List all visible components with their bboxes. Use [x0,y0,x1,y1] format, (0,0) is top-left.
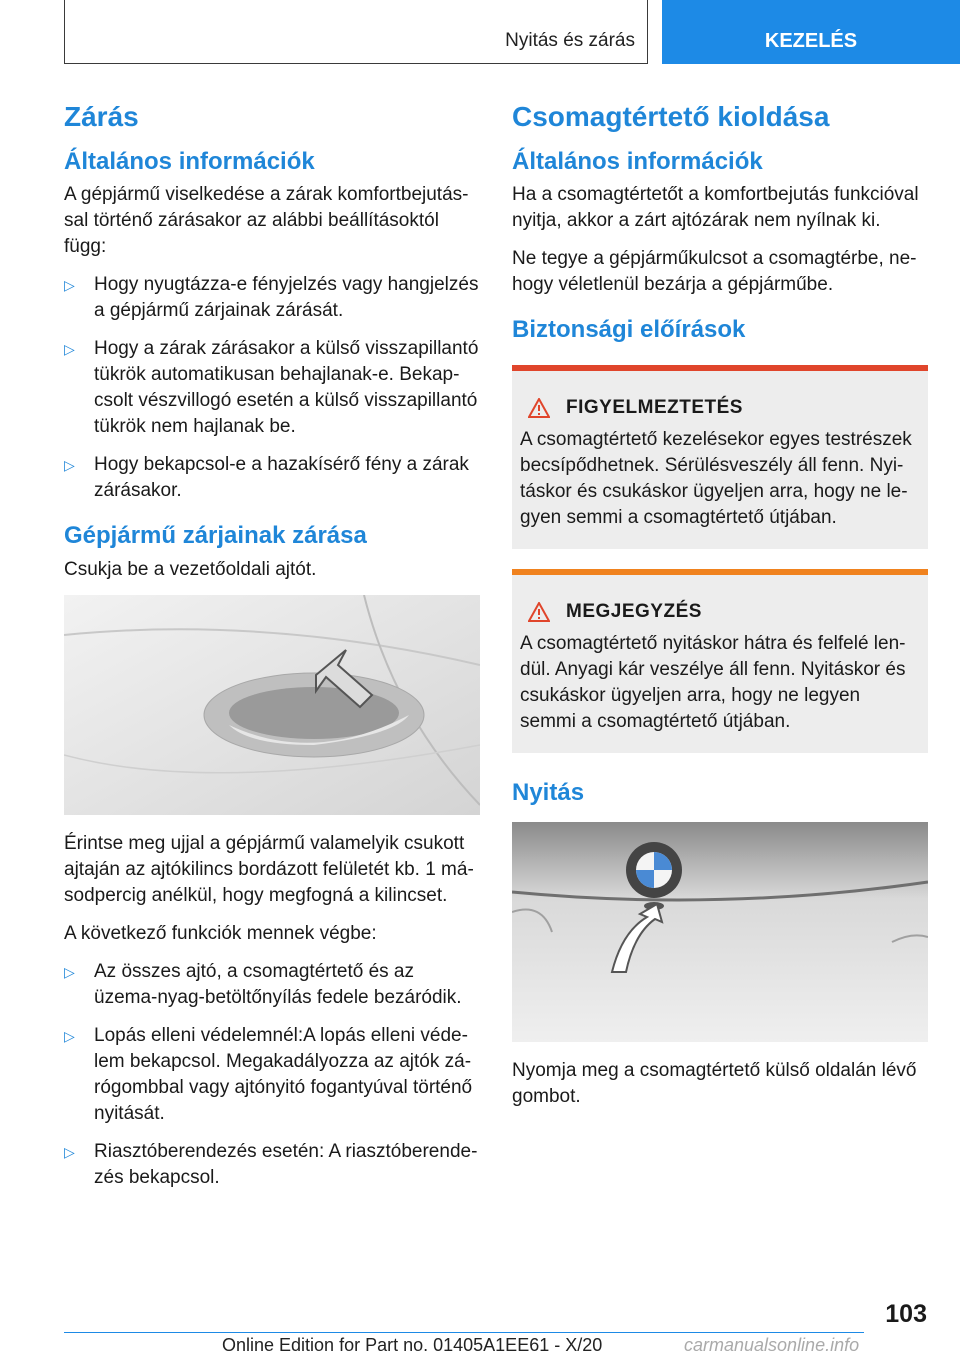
right-column [512,100,928,1122]
triangle-bullet-icon: ▷ [64,457,75,474]
footer-divider [64,1332,864,1333]
list-item: ▷ Hogy nyugtázza-e fényjelzés vagy hangjelzés a gépjármű zárjainak zárását. [64,274,479,322]
heading-safety: Biztonsági előírások [512,316,746,344]
notice-text: A csomagtértető nyitáskor hátra és felfelé len-dül. Anyagi kár veszélye áll fenn. Nyitáskor és csukáskor ügyeljen arra, hogy ne legyen semmi a csomagtértető útjában. [520,633,906,733]
triangle-bullet-icon: ▷ [64,341,75,358]
warning-triangle-icon [528,398,550,418]
caution-triangle-icon [528,602,550,622]
heading-general-info: Általános információk [512,147,763,175]
notice-label: MEGJEGYZÉS [566,601,702,623]
heading-general-info: Általános információk [64,147,315,175]
trunk-general-text-1: Ha a csomagtértetőt a komfortbejutás funkcióval nyitja, akkor a zárt ajtózárak nem nyílnak ki. [512,184,919,232]
trunk-general-text-2: Ne tegye a gépjárműkulcsot a csomagtérbe, ne-hogy véletlenül bezárja a gépjárműbe. [512,248,917,296]
left-column [64,100,480,1209]
heading-opening: Nyitás [512,779,585,807]
footer-edition: Online Edition for Part no. 01405A1EE61 - X/20 [222,1335,603,1355]
functions-intro-text: A következő funkciók mennek végbe: [64,923,377,945]
settings-list [64,272,480,504]
triangle-bullet-icon: ▷ [64,964,75,981]
triangle-bullet-icon: ▷ [64,277,75,294]
page-number: 103 [885,1300,927,1328]
functions-list [64,959,480,1191]
header-box [64,0,648,64]
header-chapter-tab: KEZELÉS [662,0,960,64]
warning-label: FIGYELMEZTETÉS [566,397,743,419]
section-title-trunk-release: Csomagtértető kioldása [512,101,830,132]
notice-box [512,569,928,753]
locking-text: Csukja be a vezetőoldali ajtót. [64,559,317,581]
list-item: ▷ Az összes ajtó, a csomagtértető és az üzema-nyag-betöltőnyílás fedele bezáródik. [64,961,462,1009]
list-item: ▷ Riasztóberendezés esetén: A riasztóberende-zés bekapcsol. [64,1141,478,1189]
list-item: ▷ Lopás elleni védelemnél:A lopás elleni véde-lem bekapcsol. Megakadályozza az ajtók zá-rógombbal vagy ajtónyitó fogantyúval történő nyitását. [64,1025,473,1125]
triangle-bullet-icon: ▷ [64,1144,75,1161]
section-title-locking: Zárás [64,101,139,132]
heading-vehicle-locking: Gépjármű zárjainak zárása [64,522,367,550]
warning-box [512,365,928,549]
touch-instruction-text: Érintse meg ujjal a gépjármű valamelyik csukott ajtaján az ajtókilincs bordázott felületét kb. 1 má-sodpercig anélkül, hogy megfogná a kilincset. [64,833,474,907]
list-item: ▷ Hogy bekapcsol-e a hazakísérő fény a zárak zárásakor. [64,454,469,502]
triangle-bullet-icon: ▷ [64,1028,75,1045]
general-info-text: A gépjármű viselkedése a zárak komfortbejutás-sal történő zárásakor az alábbi beállításoktól függ: [64,184,469,258]
trunk-button-figure [512,822,928,1042]
opening-instruction-text: Nyomja meg a csomagtértető külső oldalán lévő gombot. [512,1059,917,1107]
list-item: ▷ Hogy a zárak zárásakor a külső visszapillantó tükrök automatikusan behajlanak-e. Bekap-csolt vészvillogó esetén a külső visszapillantó tükrök nem hajlanak be. [64,338,479,438]
door-handle-figure [64,595,480,815]
footer-watermark: carmanualsonline.info [684,1335,860,1355]
header-section-title: Nyitás és zárás [505,30,635,51]
warning-text: A csomagtértető kezelésekor egyes testrészek becsípődhetnek. Sérülésveszély áll fenn. Nyi-táskor és csukáskor ügyeljen arra, hogy ne le-gyen semmi a csomagtértető útjában. [520,429,912,529]
